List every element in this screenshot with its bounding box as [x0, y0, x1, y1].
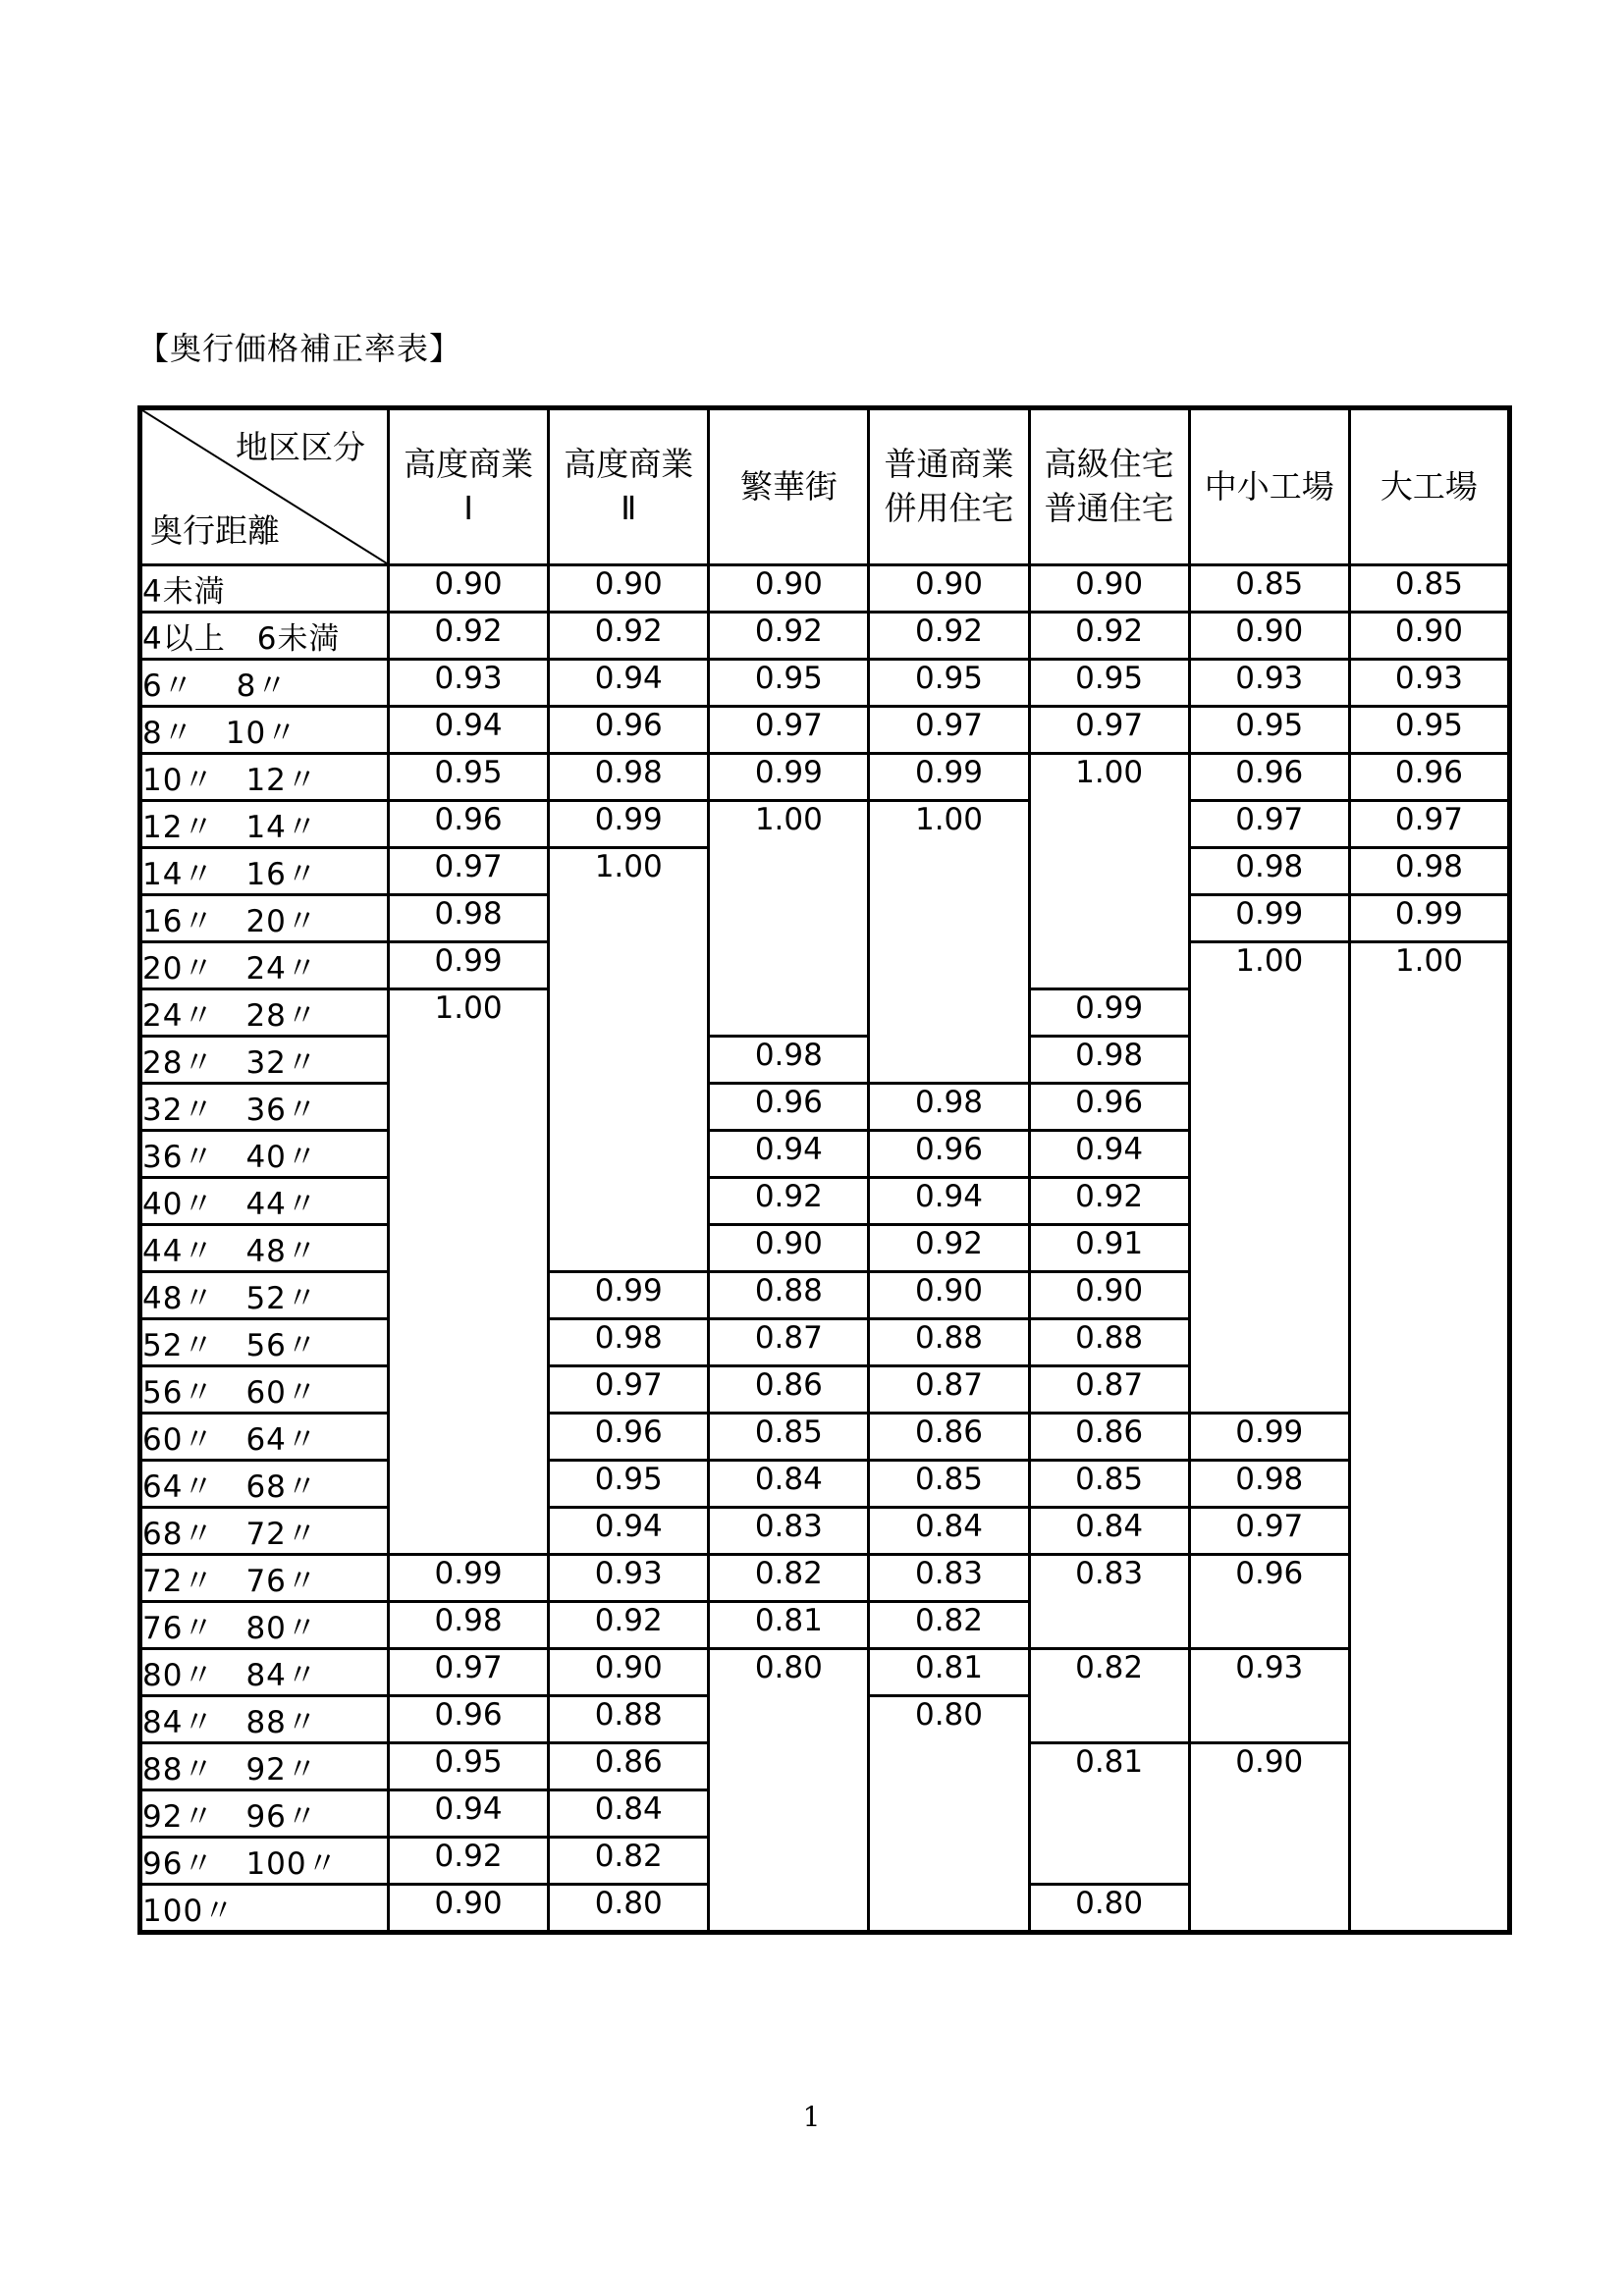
row-label: 4未満	[140, 565, 389, 613]
value-cell: 0.99	[389, 1555, 549, 1602]
value-cell: 0.94	[1029, 1131, 1189, 1178]
value-cell: 0.90	[389, 565, 549, 613]
row-label: 32〃 36〃	[140, 1084, 389, 1131]
value-cell: 0.90	[549, 565, 709, 613]
value-cell: 0.93	[1349, 660, 1509, 707]
column-header	[389, 408, 549, 565]
value-cell: 0.99	[709, 754, 869, 801]
value-cell: 0.99	[1349, 895, 1509, 942]
column-header	[709, 408, 869, 565]
value-cell: 0.95	[869, 660, 1029, 707]
value-cell: 0.98	[1349, 848, 1509, 895]
value-cell: 0.97	[389, 1649, 549, 1696]
value-cell: 0.98	[549, 1319, 709, 1366]
value-cell: 0.97	[549, 1366, 709, 1414]
row-label: 4以上 6未満	[140, 613, 389, 660]
value-cell: 0.95	[1349, 707, 1509, 754]
table-row	[140, 613, 1510, 660]
value-cell: 0.81	[709, 1602, 869, 1649]
column-header-line1: 普通商業	[884, 445, 1014, 484]
value-cell: 0.86	[709, 1366, 869, 1414]
value-cell: 0.88	[869, 1319, 1029, 1366]
value-cell: 0.96	[389, 1696, 549, 1743]
value-cell: 0.83	[869, 1555, 1029, 1602]
row-label: 8〃 10〃	[140, 707, 389, 754]
row-label: 36〃 40〃	[140, 1131, 389, 1178]
column-header-line1: 中小工場	[1204, 466, 1334, 506]
value-cell: 0.90	[1029, 1272, 1189, 1319]
value-cell: 0.91	[1029, 1225, 1189, 1272]
table-row	[140, 707, 1510, 754]
value-cell: 0.87	[709, 1319, 869, 1366]
value-cell: 0.94	[549, 1508, 709, 1555]
value-cell: 0.98	[549, 754, 709, 801]
value-cell: 0.98	[869, 1084, 1029, 1131]
table-row	[140, 754, 1510, 801]
value-cell: 0.94	[389, 707, 549, 754]
value-cell: 0.83	[1029, 1555, 1189, 1649]
table-row	[140, 660, 1510, 707]
value-cell: 0.99	[549, 1272, 709, 1319]
value-cell: 0.82	[709, 1555, 869, 1602]
value-cell: 0.94	[709, 1131, 869, 1178]
value-cell: 0.87	[1029, 1366, 1189, 1414]
table-row	[140, 1414, 1510, 1461]
value-cell: 0.90	[1029, 565, 1189, 613]
row-label: 96〃 100〃	[140, 1838, 389, 1885]
value-cell: 0.97	[1189, 801, 1349, 848]
value-cell: 0.83	[709, 1508, 869, 1555]
row-label: 92〃 96〃	[140, 1790, 389, 1838]
row-label: 10〃 12〃	[140, 754, 389, 801]
value-cell: 0.90	[1349, 613, 1509, 660]
column-header-line1: 大工場	[1380, 466, 1478, 506]
value-cell: 0.90	[709, 1225, 869, 1272]
value-cell: 0.85	[1029, 1461, 1189, 1508]
value-cell: 0.97	[1029, 707, 1189, 754]
value-cell: 0.92	[1029, 613, 1189, 660]
value-cell: 0.88	[1029, 1319, 1189, 1366]
value-cell: 0.95	[1189, 707, 1349, 754]
value-cell: 0.90	[869, 1272, 1029, 1319]
value-cell: 0.80	[869, 1696, 1029, 1933]
row-label: 20〃 24〃	[140, 942, 389, 989]
row-label: 52〃 56〃	[140, 1319, 389, 1366]
value-cell: 0.94	[549, 660, 709, 707]
row-label: 24〃 28〃	[140, 989, 389, 1037]
page-number: 1	[802, 2101, 821, 2133]
value-cell: 0.86	[869, 1414, 1029, 1461]
value-cell: 0.94	[869, 1178, 1029, 1225]
value-cell: 0.94	[389, 1790, 549, 1838]
value-cell: 0.85	[1349, 565, 1509, 613]
column-header	[1029, 408, 1189, 565]
value-cell: 0.97	[709, 707, 869, 754]
value-cell: 0.96	[549, 707, 709, 754]
value-cell: 1.00	[389, 989, 549, 1555]
value-cell: 0.98	[1029, 1037, 1189, 1084]
value-cell: 0.95	[1029, 660, 1189, 707]
value-cell: 1.00	[709, 801, 869, 1037]
row-label: 48〃 52〃	[140, 1272, 389, 1319]
value-cell: 0.90	[1189, 1743, 1349, 1933]
row-label: 12〃 14〃	[140, 801, 389, 848]
column-header-line2: Ⅰ	[463, 489, 473, 527]
row-label: 72〃 76〃	[140, 1555, 389, 1602]
value-cell: 0.92	[709, 613, 869, 660]
value-cell: 0.92	[869, 613, 1029, 660]
document-title: 【奥行価格補正率表】	[137, 330, 462, 367]
row-label: 14〃 16〃	[140, 848, 389, 895]
row-label: 6〃 8〃	[140, 660, 389, 707]
table-row	[140, 1461, 1510, 1508]
corner-header-cell	[140, 408, 389, 565]
value-cell: 0.88	[709, 1272, 869, 1319]
value-cell: 0.92	[709, 1178, 869, 1225]
value-cell: 0.86	[549, 1743, 709, 1790]
table-row	[140, 1649, 1510, 1696]
column-header	[1189, 408, 1349, 565]
column-header-line2: Ⅱ	[621, 489, 637, 527]
value-cell: 0.81	[1029, 1743, 1189, 1885]
value-cell: 0.84	[709, 1461, 869, 1508]
row-label: 56〃 60〃	[140, 1366, 389, 1414]
value-cell: 1.00	[1189, 942, 1349, 1414]
value-cell: 0.99	[1029, 989, 1189, 1037]
column-header-line2: 併用住宅	[884, 489, 1014, 527]
value-cell: 0.93	[1189, 660, 1349, 707]
depth-correction-table	[137, 405, 1512, 1935]
row-label: 84〃 88〃	[140, 1696, 389, 1743]
value-cell: 0.95	[389, 1743, 549, 1790]
value-cell: 0.97	[869, 707, 1029, 754]
value-cell: 0.92	[549, 613, 709, 660]
value-cell: 0.87	[869, 1366, 1029, 1414]
value-cell: 0.98	[1189, 1461, 1349, 1508]
value-cell: 0.93	[389, 660, 549, 707]
value-cell: 0.97	[1349, 801, 1509, 848]
row-label: 16〃 20〃	[140, 895, 389, 942]
value-cell: 0.98	[1189, 848, 1349, 895]
value-cell: 0.98	[709, 1037, 869, 1084]
header-row	[140, 408, 1510, 565]
column-header-line1: 繁華街	[739, 466, 838, 506]
table-row	[140, 565, 1510, 613]
value-cell: 0.84	[549, 1790, 709, 1838]
column-header-line1: 高級住宅	[1044, 445, 1174, 484]
value-cell: 0.99	[549, 801, 709, 848]
value-cell: 0.96	[1349, 754, 1509, 801]
value-cell: 0.86	[1029, 1414, 1189, 1461]
table-body	[140, 565, 1510, 1933]
table-row	[140, 801, 1510, 848]
value-cell: 0.92	[869, 1225, 1029, 1272]
row-label: 100〃	[140, 1885, 389, 1933]
value-cell: 0.85	[709, 1414, 869, 1461]
value-cell: 0.95	[389, 754, 549, 801]
value-cell: 0.80	[1029, 1885, 1189, 1933]
column-header-line1: 高度商業	[564, 445, 694, 484]
value-cell: 0.99	[869, 754, 1029, 801]
column-header-line1: 高度商業	[404, 445, 534, 484]
value-cell: 0.95	[549, 1461, 709, 1508]
column-header	[1349, 408, 1509, 565]
column-header	[869, 408, 1029, 565]
value-cell: 0.90	[1189, 613, 1349, 660]
depth-distance-label: 奥行距離	[150, 511, 280, 551]
row-label: 44〃 48〃	[140, 1225, 389, 1272]
value-cell: 0.84	[869, 1508, 1029, 1555]
value-cell: 0.99	[389, 942, 549, 989]
row-label: 60〃 64〃	[140, 1414, 389, 1461]
value-cell: 0.97	[389, 848, 549, 895]
value-cell: 0.99	[1189, 895, 1349, 942]
value-cell: 0.92	[389, 613, 549, 660]
value-cell: 0.90	[709, 565, 869, 613]
value-cell: 0.82	[869, 1602, 1029, 1649]
row-label: 76〃 80〃	[140, 1602, 389, 1649]
value-cell: 0.96	[549, 1414, 709, 1461]
value-cell: 0.96	[389, 801, 549, 848]
value-cell: 0.93	[549, 1555, 709, 1602]
value-cell: 0.98	[389, 1602, 549, 1649]
value-cell: 0.80	[549, 1885, 709, 1933]
value-cell: 0.96	[869, 1131, 1029, 1178]
value-cell: 0.99	[1189, 1414, 1349, 1461]
row-label: 64〃 68〃	[140, 1461, 389, 1508]
value-cell: 0.90	[389, 1885, 549, 1933]
value-cell: 0.85	[1189, 565, 1349, 613]
row-label: 88〃 92〃	[140, 1743, 389, 1790]
value-cell: 0.80	[709, 1649, 869, 1933]
district-category-label: 地区区分	[236, 428, 365, 466]
row-label: 80〃 84〃	[140, 1649, 389, 1696]
value-cell: 1.00	[869, 801, 1029, 1084]
value-cell: 0.96	[709, 1084, 869, 1131]
value-cell: 1.00	[549, 848, 709, 1272]
value-cell: 0.92	[1029, 1178, 1189, 1225]
value-cell: 0.96	[1189, 1555, 1349, 1649]
value-cell: 0.93	[1189, 1649, 1349, 1743]
value-cell: 0.82	[549, 1838, 709, 1885]
value-cell: 0.95	[709, 660, 869, 707]
value-cell: 0.96	[1189, 754, 1349, 801]
value-cell: 0.90	[549, 1649, 709, 1696]
column-header	[549, 408, 709, 565]
value-cell: 1.00	[1029, 754, 1189, 989]
value-cell: 0.97	[1189, 1508, 1349, 1555]
value-cell: 0.85	[869, 1461, 1029, 1508]
row-label: 68〃 72〃	[140, 1508, 389, 1555]
value-cell: 0.90	[869, 565, 1029, 613]
row-label: 28〃 32〃	[140, 1037, 389, 1084]
value-cell: 0.92	[389, 1838, 549, 1885]
value-cell: 0.96	[1029, 1084, 1189, 1131]
value-cell: 0.88	[549, 1696, 709, 1743]
value-cell: 0.84	[1029, 1508, 1189, 1555]
value-cell: 1.00	[1349, 942, 1509, 1933]
value-cell: 0.82	[1029, 1649, 1189, 1743]
value-cell: 0.98	[389, 895, 549, 942]
value-cell: 0.81	[869, 1649, 1029, 1696]
table-row	[140, 1555, 1510, 1602]
value-cell: 0.92	[549, 1602, 709, 1649]
row-label: 40〃 44〃	[140, 1178, 389, 1225]
table-row	[140, 1508, 1510, 1555]
column-header-line2: 普通住宅	[1044, 489, 1174, 527]
